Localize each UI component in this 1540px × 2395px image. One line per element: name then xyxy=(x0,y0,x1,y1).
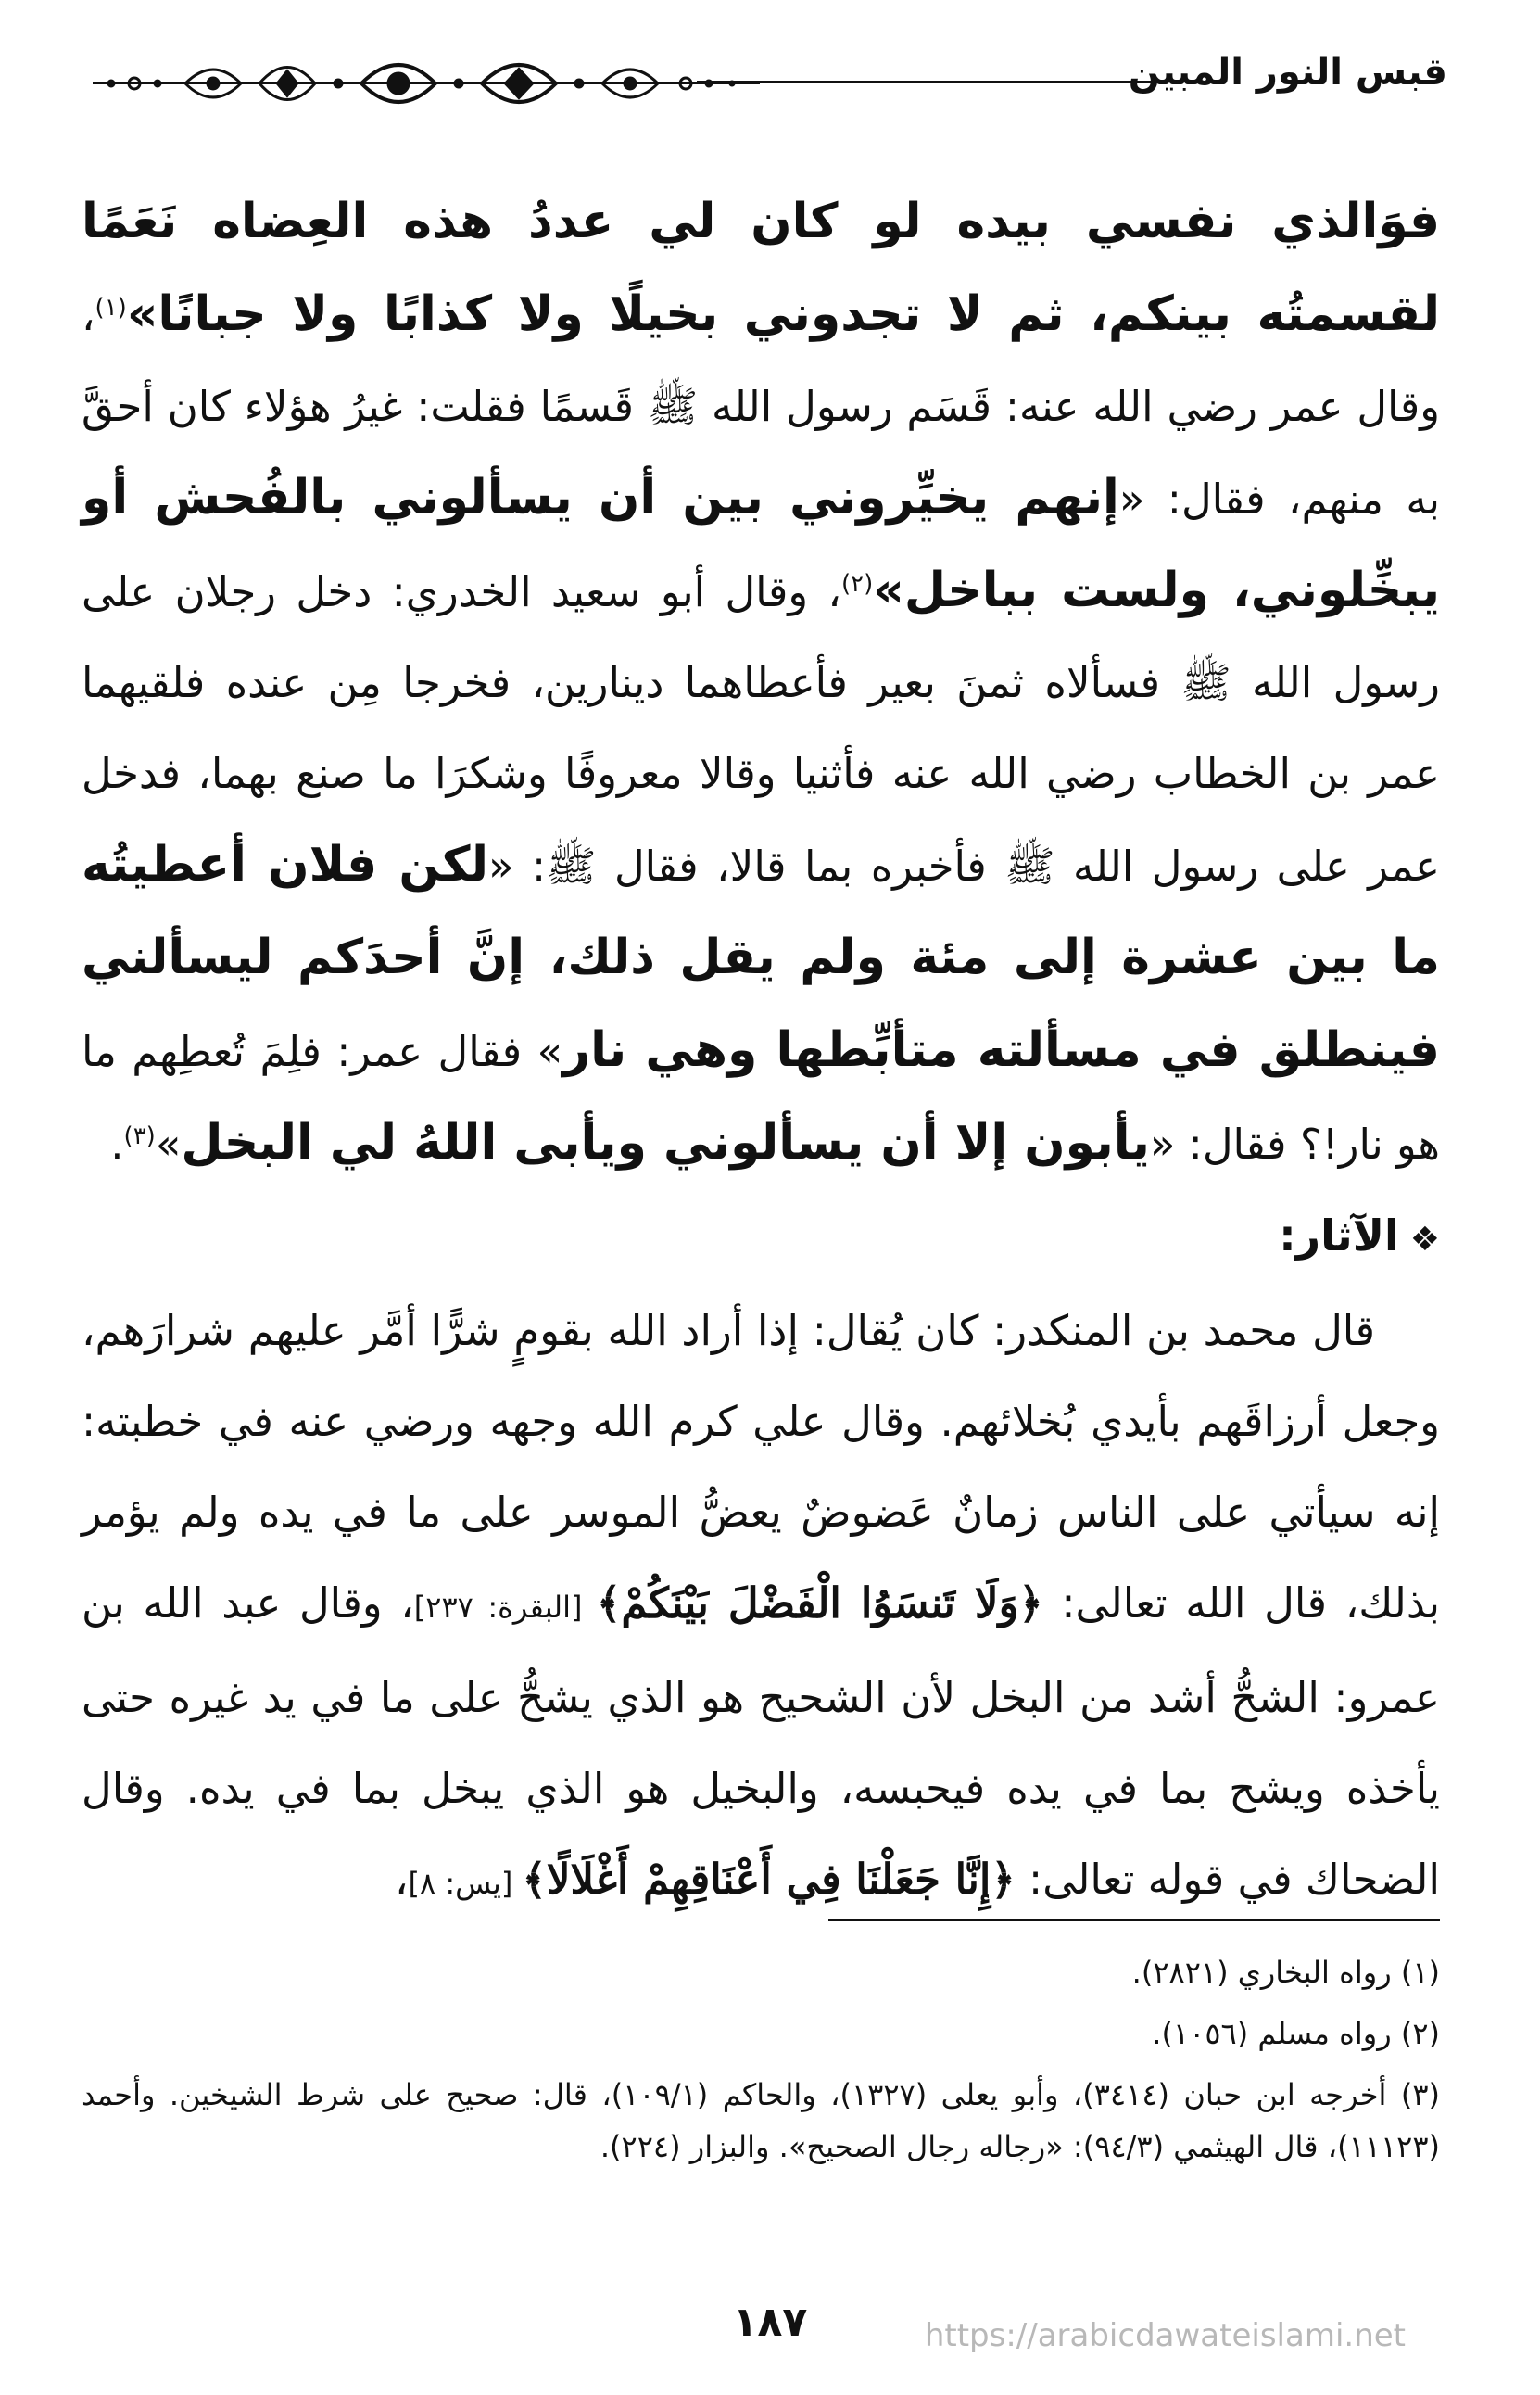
verse-reference: [البقرة: ٢٣٧] xyxy=(413,1590,597,1625)
footnote-number: (٢) xyxy=(1400,2016,1440,2051)
quran-verse: ﴿وَلَا تَنسَوُا الْفَضْلَ بَيْنَكُمْ﴾ xyxy=(597,1578,1043,1628)
footnote-number: (٣) xyxy=(1400,2077,1441,2112)
footnote-item xyxy=(82,2008,1440,2059)
paragraph-hadith xyxy=(82,176,1440,1190)
footnote-ref-3[interactable]: (٣) xyxy=(123,1122,156,1150)
footnote-item xyxy=(82,1946,1440,1998)
narration-text: ، وقال أبو سعيد الخدري: دخل رجلان على رسول الله ﷺ فسألاه ثمنَ بعير فأعطاهما دينارين، فخرجا مِن عنده فلقيهما عمر بن الخطاب رضي الله عنه فأثنيا وقالا معروفًا وشكرَا ما صنع بهما، فدخل عمر على رسول الله ﷺ فأخبره بما قالا، فقال ﷺ: « xyxy=(82,567,1441,891)
footnote-number: (١) xyxy=(1400,1955,1440,1990)
footnote-text: أخرجه ابن حبان (٣٤١٤)، وأبو يعلى (١٣٢٧)، والحاكم (١٠٩/١)، قال: صحيح على شرط الشيخين. وأحمد (١١١٢٣)، قال الهيثمي (٩٤/٣): «رجاله رجال الصحيح». والبزار (٢٢٤). xyxy=(82,2077,1440,2164)
verse-reference: [يس: ٨] xyxy=(408,1866,523,1901)
narration-text: » فقال عمر: فلِمَ تُعطِهم ما هو نار!؟ فقال: « xyxy=(82,1027,1440,1169)
footnote-ref-1[interactable]: (١) xyxy=(95,294,127,322)
footnotes xyxy=(82,1946,1440,2182)
footnote-ref-2[interactable]: (٢) xyxy=(840,570,874,598)
quran-verse: ﴿إِنَّا جَعَلْنَا فِي أَعْنَاقِهِمْ أَغْلَالًا﴾ xyxy=(522,1855,1016,1904)
hadith-text: إنهم يخيِّروني بين أن يسألوني بالفُحش أو يبخِّلوني، ولست بباخل» xyxy=(82,470,1440,618)
footnote-text: رواه البخاري (٢٨٢١). xyxy=(1131,1955,1392,1990)
page-number: ١٨٧ xyxy=(732,2299,808,2346)
header-ornament-icon xyxy=(83,42,769,125)
footnote-rule xyxy=(828,1919,1440,1921)
hadith-text: يأبون إلا أن يسألوني ويأبى اللهُ لي البخل xyxy=(181,1115,1150,1171)
athar-text: ، xyxy=(394,1855,409,1904)
athar-text: قال محمد بن المنكدر: كان يُقال: إذا أراد الله بقومٍ شرًّا أمَّر عليهم شرارَهم، وجعل أرزاقَهم بأيدي بُخلائهم. وقال علي كرم الله وجهه ورضي عنه في خطبته: إنه سيأتي على الناس زمانٌ عَضوضٌ يعضُّ الموسر على ما في يده ولم يؤمر بذلك، قال الله تعالى: xyxy=(82,1306,1440,1628)
section-title-text: الآثار: xyxy=(1279,1210,1399,1261)
watermark-url: https://arabicdawateislami.net xyxy=(924,2317,1406,2354)
page-header xyxy=(83,42,1447,125)
footnote-item xyxy=(82,2069,1440,2173)
athar-text: ، وقال عبد الله بن عمرو: الشحُّ أشد من البخل لأن الشحيح هو الذي يشحُّ على ما في يد غيره حتى يأخذه ويشح بما في يده فيحبسه، والبخيل هو الذي يبخل بما في يده. وقال الضحاك في قوله تعالى: xyxy=(82,1578,1440,1904)
running-head: قبس النور المبين xyxy=(1128,51,1447,94)
footnote-text: رواه مسلم (١٠٥٦). xyxy=(1152,2016,1392,2051)
paragraph-athar xyxy=(82,1286,1440,1929)
narration-text: » xyxy=(155,1120,182,1169)
main-body xyxy=(82,176,1440,1929)
hadith-text: فوَالذي نفسي بيده لو كان لي عددُ هذه العِضاه نَعَمًا لقسمتُه بينكم، ثم لا تجدوني بخيلًا ولا كذابًا ولا جبانًا» xyxy=(82,194,1440,342)
narration-text: . xyxy=(110,1120,124,1169)
diamond-icon: ❖ xyxy=(1409,1221,1440,1259)
hadith-text: لكن فلان أعطيتُه ما بين عشرة إلى مئة ولم يقل ذلك، إنَّ أحدَكم ليسألني فينطلق في مسألته متأبِّطها وهي نار xyxy=(82,837,1440,1078)
narration-text: ، وقال عمر رضي الله عنه: قَسَم رسول الله ﷺ قَسمًا فقلت: غيرُ هؤلاء كان أحقَّ به منهم، فقال: « xyxy=(82,291,1440,524)
section-title xyxy=(82,1190,1440,1286)
